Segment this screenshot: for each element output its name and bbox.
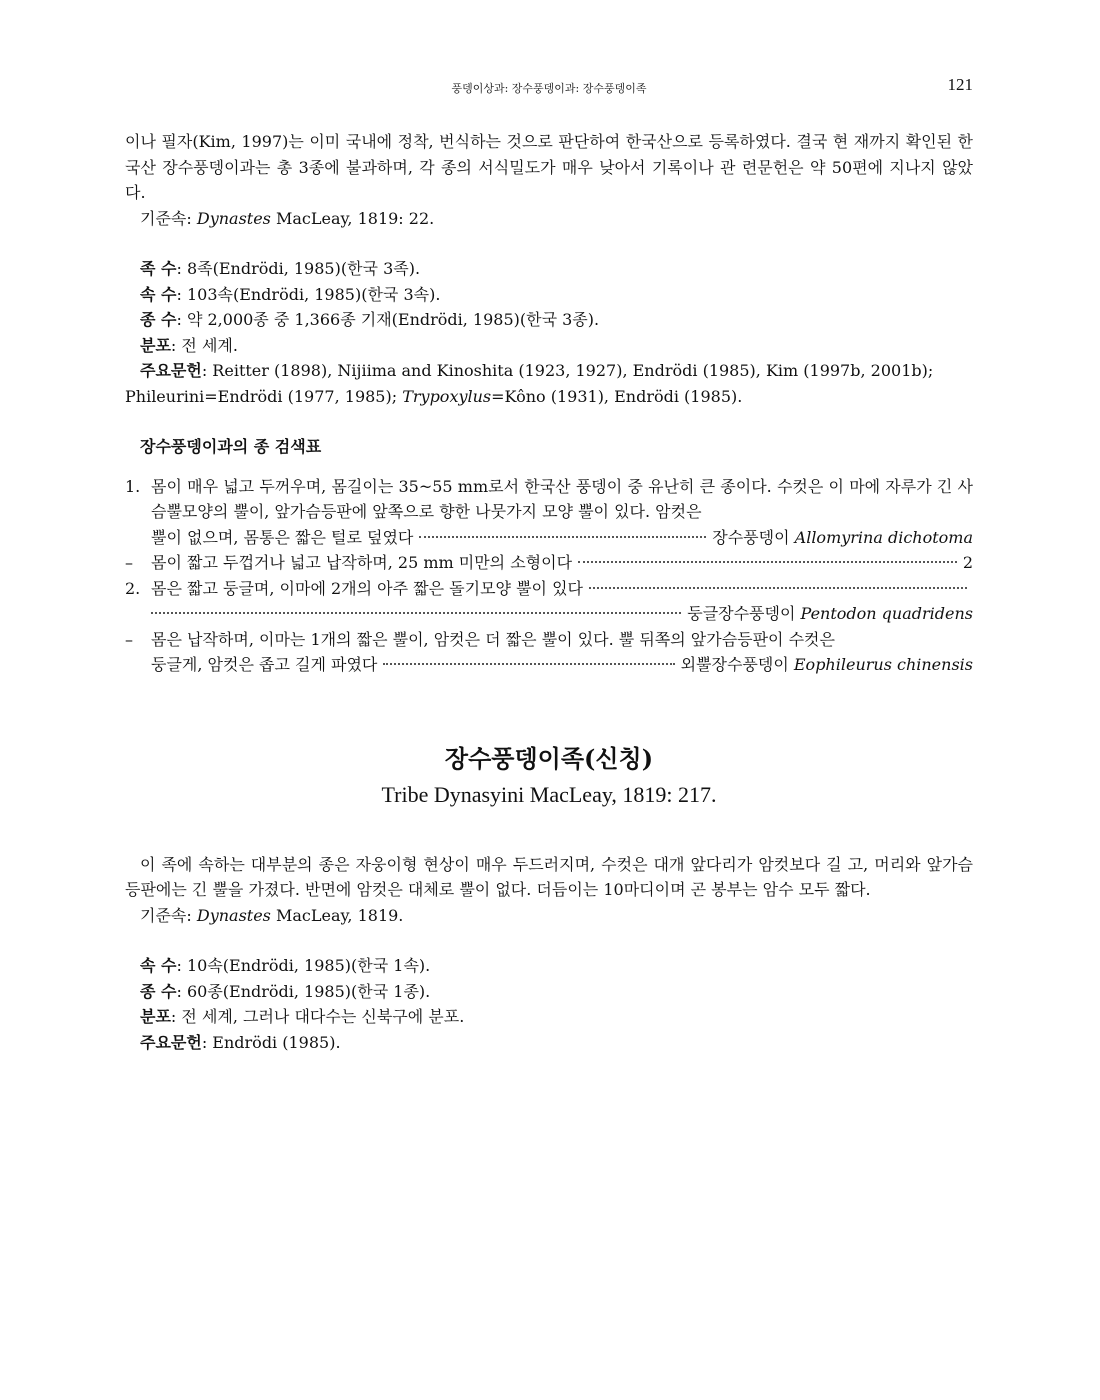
- type-genus-author: MacLeay, 1819: 22.: [275, 208, 435, 228]
- dot-leader: [578, 561, 957, 563]
- tribe-stat-genera: 속 수: 10속(Endrödi, 1985)(한국 1속).: [140, 956, 431, 975]
- stat-species: [125, 307, 973, 333]
- tribe-stat-distribution: 분포: 전 세계, 그러나 대다수는 신북구에 분포.: [140, 1007, 465, 1026]
- running-head: 풍뎅이상과: 장수풍뎅이과: 장수풍뎅이족: [451, 82, 647, 95]
- type-genus-label: 기준속:: [140, 208, 192, 228]
- key-result: 둥글장수풍뎅이 Pentodon quadridens: [687, 604, 973, 623]
- dot-leader: [151, 612, 681, 614]
- type-genus-name: Dynastes: [196, 905, 271, 925]
- tribe-title: 장수풍뎅이족(신칭): [444, 743, 654, 773]
- stat-references-cont: Phileurini=Endrödi (1977, 1985); Trypoxylus=Kôno (1931), Endrödi (1985).: [125, 386, 743, 406]
- stat-label: 주요문헌: [140, 361, 202, 380]
- key-entry-2b: – 몸은 납작하며, 이마는 1개의 짧은 뿔이, 암컷은 더 짧은 뿔이 있다. 뿔 뒤쪽의 앞가슴등판이 수컷은 둥글게, 암컷은 좁고 길게 파였다 외뿔장수풍뎅이 Eophileurus chinensis: [125, 627, 973, 678]
- page-number: 121: [947, 75, 973, 94]
- stat-genera: [125, 282, 973, 308]
- key-result: 장수풍뎅이 Allomyrina dichotoma: [712, 527, 973, 547]
- dot-leader: [383, 663, 674, 665]
- stat-references: [125, 358, 973, 384]
- stat-tribes: [125, 256, 973, 282]
- stat-value: : 103속(Endrödi, 1985)(한국 3속).: [176, 284, 441, 304]
- key-result: 2: [962, 553, 973, 572]
- key-title: 장수풍뎅이과의 종 검색표: [140, 437, 322, 456]
- tribe-subtitle: Tribe Dynasyini MacLeay, 1819: 217.: [381, 781, 717, 807]
- stat-value: : 전 세계.: [170, 335, 238, 355]
- key-number: –: [125, 553, 133, 572]
- stat-label: 족 수: [140, 259, 177, 278]
- stat-value: : Reitter (1898), Nijiima and Kinoshita (1923, 1927), Endrödi (1985), Kim (1997b, 2001b);: [201, 361, 934, 380]
- key-entry-1: 1. 몸이 매우 넓고 두꺼우며, 몸길이는 35~55 mm로서 한국산 풍뎅이 중 유난히 큰 종이다. 수컷은 이 마에 자루가 긴 사슴뿔모양의 뿔이, 앞가슴등판에 앞쪽으로 향한 나뭇가지 모양 뿔이 있다. 암컷은 뿔이 없으며, 몸통은 짧은 털로 덮였다 장수풍뎅이 Allomyrina dichotoma: [125, 474, 973, 551]
- intro-line: 련문헌은 약 50편에 지나지 않았다.: [125, 157, 973, 202]
- stat-label: 속 수: [140, 284, 177, 304]
- tribe-heading: [125, 742, 973, 812]
- tribe-description: 이 족에 속하는 대부분의 종은 자웅이형 현상이 매우 두드러지며, 수컷은 대개 앞다리가 암컷보다 길 고, 머리와 앞가슴등판에는 긴 뿔을 가졌다. 반면에 암컷은 대체로 뿔이 없다. 더듬이는 10마디이며 곤 봉부는 암수 모두 짧다.: [125, 854, 973, 899]
- tribe-body: [125, 852, 973, 1056]
- stat-distribution: [125, 333, 973, 359]
- stat-label: 분포: [140, 335, 171, 355]
- intro-line: 재까지 확인된 한국산 장수풍뎅이과는 총 3종에 불과하며, 각 종의 서식밀도가 매우 낮아서 기록이나 관: [125, 132, 973, 177]
- identification-key: [125, 474, 973, 678]
- intro-paragraph: [125, 129, 973, 206]
- intro-line: 이나 필자(Kim, 1997)는 이미 국내에 정착, 번식하는 것으로 판단하여 한국산으로 등록하였다. 결국 현: [125, 132, 849, 151]
- key-entry-1b: – 몸이 짧고 두껍거나 넓고 납작하며, 25 mm 미만의 소형이다 2: [125, 550, 973, 576]
- page-header: [125, 75, 973, 99]
- type-genus-name: Dynastes: [196, 208, 271, 228]
- tribe-stat-references: 주요문헌: Endrödi (1985).: [140, 1032, 341, 1052]
- type-genus-line: [125, 206, 973, 232]
- key-entry-2: 2. 몸은 짧고 둥글며, 이마에 2개의 아주 짧은 돌기모양 뿔이 있다 둥글장수풍뎅이 Pentodon quadridens: [125, 576, 973, 627]
- key-number: 1.: [125, 476, 141, 496]
- key-number: 2.: [125, 578, 141, 598]
- stat-value: : 8족(Endrödi, 1985)(한국 3족).: [176, 259, 421, 278]
- stat-value: : 약 2,000종 중 1,366종 기재(Endrödi, 1985)(한국 3종).: [176, 310, 600, 329]
- genus-name: Trypoxylus: [402, 386, 492, 406]
- page-body: [125, 129, 973, 1055]
- tribe-type-genus-line: 기준속: Dynastes MacLeay, 1819.: [140, 905, 404, 925]
- key-result: 외뿔장수풍뎅이 Eophileurus chinensis: [680, 655, 973, 674]
- dot-leader: [589, 587, 967, 589]
- key-number: –: [125, 629, 133, 649]
- dot-leader: [419, 536, 706, 538]
- tribe-stat-species: 종 수: 60종(Endrödi, 1985)(한국 1종).: [140, 981, 431, 1001]
- stat-label: 종 수: [140, 310, 177, 329]
